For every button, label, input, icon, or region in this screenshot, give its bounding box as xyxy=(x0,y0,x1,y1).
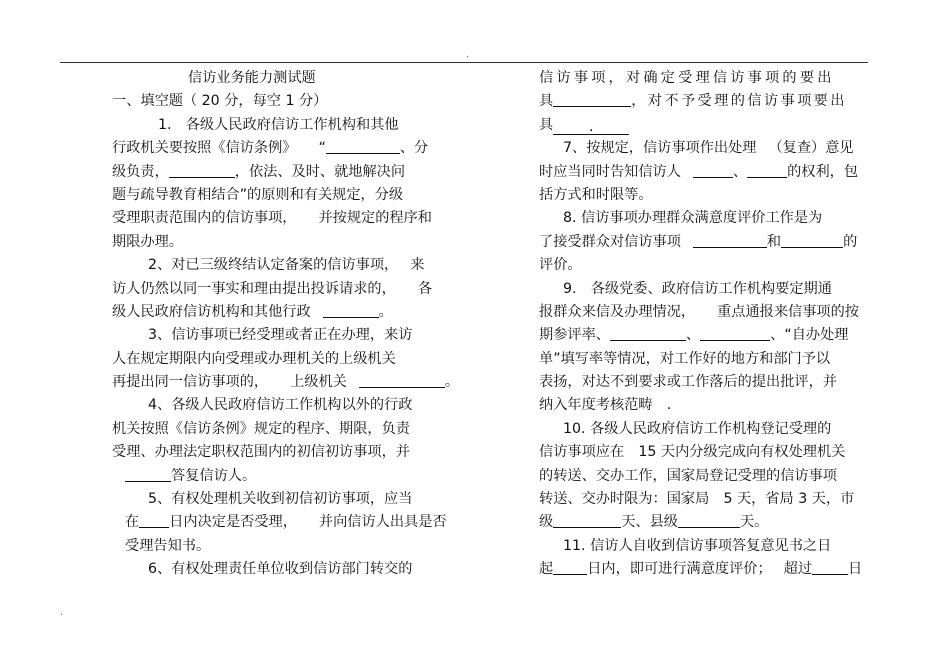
section-heading: 一、填空题（ 20 分，每空 1 分） xyxy=(112,93,328,110)
answer-blank[interactable] xyxy=(359,373,445,388)
answer-blank[interactable] xyxy=(139,513,169,528)
answer-blank[interactable] xyxy=(169,163,235,178)
answer-blank[interactable] xyxy=(781,233,843,248)
answer-blank[interactable] xyxy=(323,303,379,318)
answer-blank[interactable] xyxy=(553,513,621,528)
top-rule xyxy=(60,62,868,63)
answer-blank[interactable] xyxy=(747,163,787,178)
question-2: 2、对已三级终结认定备案的信访事项， 来 访人仍然以同一事实和理由提出投诉请求的， 各 级人民政府信访机构和其他行政 。 xyxy=(112,257,432,320)
answer-blank[interactable] xyxy=(678,513,740,528)
question-7: 7、按规定，信访事项作出处理 （复查）意见 时应当同时告知信访人 、 的权利，包 括方式和时限等。 xyxy=(539,140,859,203)
answer-blank[interactable] xyxy=(553,92,631,107)
answer-blank[interactable]: . xyxy=(553,120,629,135)
question-4: 4、各级人民政府信访工作机构以外的行政 机关按照《信访条例》规定的程序、期限，负责 受理、办理法定职权范围内的初信初访事项，并 答复信访人。 xyxy=(112,397,413,484)
header-dot: . xyxy=(466,49,470,60)
document-title: 信访业务能力测试题 xyxy=(188,70,316,86)
question-8: 8. 信访事项办理群众满意度评价工作是为 了接受群众对信访事项 和 的 评价。 xyxy=(539,210,858,274)
left-column xyxy=(112,67,458,582)
right-column xyxy=(539,67,869,582)
answer-blank[interactable] xyxy=(326,139,400,154)
answer-blank[interactable] xyxy=(125,467,171,482)
answer-blank[interactable] xyxy=(610,326,686,341)
question-6-start: 6、有权处理责任单位收到信访部门转交的 xyxy=(148,561,413,578)
answer-blank[interactable] xyxy=(553,560,587,575)
answer-blank[interactable] xyxy=(812,560,848,575)
question-9: 9. 各级党委、政府信访工作机构要定期通 报群众来信及办理情况， 重点通报来信事项的按 期参评率、 、 、“自办处理 单”填写率等情况，对工作好的地方和部门予以 表扬，对达不到要求或工作落后的提出批评，并 纳入年度考核范畴 . xyxy=(539,280,859,414)
question-1: 1. 各级人民政府信访工作机构和其他 行政机关要按照《信访条例》 “ 、分 级负责， ，依法、及时、就地解决问 题与疏导教育相结合”的原则和有关规定，分级 受理职责范围内的信访事项， 并按规定的程序和 期限办理。 xyxy=(112,116,432,250)
answer-blank[interactable] xyxy=(693,233,767,248)
question-5: 5、有权处理机关收到初信初访事项，应当 在 日内决定是否受理， 并向信访人出具是否 受理告知书。 xyxy=(125,491,447,554)
footer-dot: . xyxy=(60,607,64,618)
question-6-cont: 信访事项，对确定受理信访事项的要出 具 ，对不予受理的信访事项要出 具 . xyxy=(539,70,847,135)
question-11: 11. 信访人自收到信访事项答复意见书之日 起 日内，即可进行满意度评价； 超过 日 xyxy=(539,537,863,578)
answer-blank[interactable] xyxy=(700,326,770,341)
question-10: 10. 各级人民政府信访工作机构登记受理的 信访事项应在 15 天内分级完成向有权处理机关 的转送、交办工作，国家局登记受理的信访事项 转送、交办时限为：国家局 5 天，省局 3 天，市 级 天、县级 天。 xyxy=(539,420,855,531)
answer-blank[interactable] xyxy=(693,163,733,178)
question-3: 3、信访事项已经受理或者正在办理，来访 人在规定期限内向受理或办理机关的上级机关 再提出同一信访事项的， 上级机关 。 xyxy=(112,327,460,391)
